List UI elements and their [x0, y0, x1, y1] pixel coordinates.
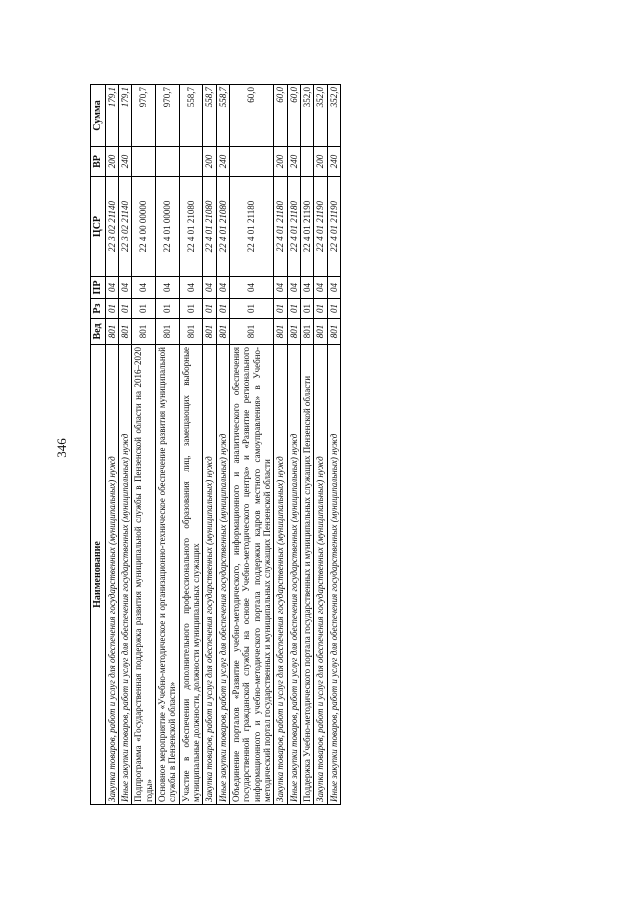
header-csr: ЦСР: [91, 177, 106, 277]
cell-sum: 558,7: [216, 85, 229, 147]
cell-sum: 352,0: [314, 85, 327, 147]
cell-sum: 179,1: [118, 85, 131, 147]
cell-name: Основное мероприятие «Учебно-методическое и организационно-техническое обеспечение развития муниципальной службы в Пензенской области»: [155, 345, 179, 805]
cell-pr: 04: [229, 277, 273, 299]
cell-rz: 01: [274, 299, 287, 319]
cell-csr: 22 4 01 21190: [327, 177, 340, 277]
cell-ved: 801: [301, 319, 314, 345]
rotated-table-container: [90, 85, 560, 805]
table-row: [216, 85, 229, 805]
cell-name: Объединение порталов «Развитие учебно-методического, информационного и аналитического обеспечения государственной гражданской службы на основе Учебно-методического центра» и «Развитие регионального информационного и учебно-методического портала поддержки кадров местного самоуправления» в Учебно-методический портал государственных и муниципальных служащих Пензенской области: [229, 345, 273, 805]
cell-pr: 04: [203, 277, 216, 299]
cell-ved: 801: [132, 319, 156, 345]
cell-vr: 200: [105, 147, 118, 177]
cell-pr: 04: [179, 277, 203, 299]
cell-csr: 22 4 01 21190: [314, 177, 327, 277]
table-row: [179, 85, 203, 805]
header-name: Наименование: [91, 345, 106, 805]
cell-vr: 240: [216, 147, 229, 177]
cell-ved: 801: [155, 319, 179, 345]
table-row: [314, 85, 327, 805]
cell-ved: 801: [216, 319, 229, 345]
cell-ved: 801: [179, 319, 203, 345]
page-number: 346: [53, 438, 69, 458]
cell-rz: 01: [179, 299, 203, 319]
cell-pr: 04: [216, 277, 229, 299]
cell-csr: 22 4 01 21180: [287, 177, 300, 277]
cell-csr: 22 4 01 21080: [216, 177, 229, 277]
cell-pr: 04: [301, 277, 314, 299]
header-rz: Рз: [91, 299, 106, 319]
cell-name: Иные закупки товаров, работ и услуг для обеспечения государственных (муниципальных) нужд: [287, 345, 300, 805]
table-row: [132, 85, 156, 805]
cell-vr: [229, 147, 273, 177]
cell-sum: 179,1: [105, 85, 118, 147]
cell-name: Закупка товаров, работ и услуг для обеспечения государственных (муниципальных) нужд: [203, 345, 216, 805]
cell-rz: 01: [105, 299, 118, 319]
cell-ved: 801: [105, 319, 118, 345]
table-row: [118, 85, 131, 805]
cell-ved: 801: [118, 319, 131, 345]
cell-name: Закупка товаров, работ и услуг для обеспечения государственных (муниципальных) нужд: [314, 345, 327, 805]
cell-csr: 22 4 01 21080: [179, 177, 203, 277]
cell-vr: 240: [327, 147, 340, 177]
table-row: [203, 85, 216, 805]
cell-pr: 04: [287, 277, 300, 299]
cell-name: Иные закупки товаров, работ и услуг для обеспечения государственных (муниципальных) нужд: [216, 345, 229, 805]
table-row: [155, 85, 179, 805]
cell-ved: 801: [314, 319, 327, 345]
cell-pr: 04: [314, 277, 327, 299]
cell-vr: 240: [118, 147, 131, 177]
header-pr: ПР: [91, 277, 106, 299]
cell-csr: 22 3 02 21140: [118, 177, 131, 277]
cell-rz: 01: [301, 299, 314, 319]
cell-rz: 01: [314, 299, 327, 319]
cell-sum: 60,0: [229, 85, 273, 147]
cell-sum: 970,7: [132, 85, 156, 147]
cell-sum: 352,0: [301, 85, 314, 147]
cell-sum: 60,0: [274, 85, 287, 147]
cell-ved: 801: [229, 319, 273, 345]
cell-csr: 22 4 01 00000: [155, 177, 179, 277]
cell-vr: [155, 147, 179, 177]
cell-rz: 01: [229, 299, 273, 319]
table-row: [287, 85, 300, 805]
cell-csr: 22 4 01 21180: [274, 177, 287, 277]
cell-name: Закупка товаров, работ и услуг для обеспечения государственных (муниципальных) нужд: [105, 345, 118, 805]
cell-sum: 558,7: [203, 85, 216, 147]
cell-csr: 22 4 01 21180: [229, 177, 273, 277]
cell-sum: 60,0: [287, 85, 300, 147]
cell-pr: 04: [155, 277, 179, 299]
cell-vr: [179, 147, 203, 177]
cell-vr: 200: [203, 147, 216, 177]
cell-rz: 01: [155, 299, 179, 319]
cell-vr: 200: [274, 147, 287, 177]
cell-pr: 04: [118, 277, 131, 299]
table-row: [301, 85, 314, 805]
cell-vr: [301, 147, 314, 177]
cell-vr: [132, 147, 156, 177]
cell-rz: 01: [203, 299, 216, 319]
cell-name: Иные закупки товаров, работ и услуг для обеспечения государственных (муниципальных) нужд: [327, 345, 340, 805]
cell-rz: 01: [216, 299, 229, 319]
header-vr: ВР: [91, 147, 106, 177]
cell-ved: 801: [287, 319, 300, 345]
cell-rz: 01: [327, 299, 340, 319]
cell-rz: 01: [132, 299, 156, 319]
budget-table: [90, 84, 341, 805]
cell-name: Поддержка Учебно-методического портала государственных и муниципальных служащих Пензенской области: [301, 345, 314, 805]
cell-sum: 558,7: [179, 85, 203, 147]
header-ved: Вед: [91, 319, 106, 345]
table-row: [105, 85, 118, 805]
cell-name: Иные закупки товаров, работ и услуг для обеспечения государственных (муниципальных) нужд: [118, 345, 131, 805]
cell-name: Участие в обеспечении дополнительного профессионального образования лиц, замещающих выборные муниципальные должности, должности муниципальных служащих: [179, 345, 203, 805]
table-row: [274, 85, 287, 805]
cell-ved: 801: [203, 319, 216, 345]
header-sum: Сумма: [91, 85, 106, 147]
cell-vr: 240: [287, 147, 300, 177]
cell-pr: 04: [274, 277, 287, 299]
cell-csr: 22 3 02 21140: [105, 177, 118, 277]
cell-sum: 352,0: [327, 85, 340, 147]
cell-rz: 01: [118, 299, 131, 319]
cell-rz: 01: [287, 299, 300, 319]
cell-name: Закупка товаров, работ и услуг для обеспечения государственных (муниципальных) нужд: [274, 345, 287, 805]
cell-csr: 22 4 00 00000: [132, 177, 156, 277]
cell-pr: 04: [105, 277, 118, 299]
cell-pr: 04: [132, 277, 156, 299]
table-row: [327, 85, 340, 805]
cell-pr: 04: [327, 277, 340, 299]
cell-csr: 22 4 01 21080: [203, 177, 216, 277]
table-header-row: [91, 85, 106, 805]
cell-sum: 970,7: [155, 85, 179, 147]
cell-ved: 801: [274, 319, 287, 345]
cell-name: Подпрограмма «Государственная поддержка развития муниципальной службы в Пензенской области на 2016–2020 годы»: [132, 345, 156, 805]
cell-csr: 22 4 01 21190: [301, 177, 314, 277]
cell-ved: 801: [327, 319, 340, 345]
table-row: [229, 85, 273, 805]
cell-vr: 200: [314, 147, 327, 177]
